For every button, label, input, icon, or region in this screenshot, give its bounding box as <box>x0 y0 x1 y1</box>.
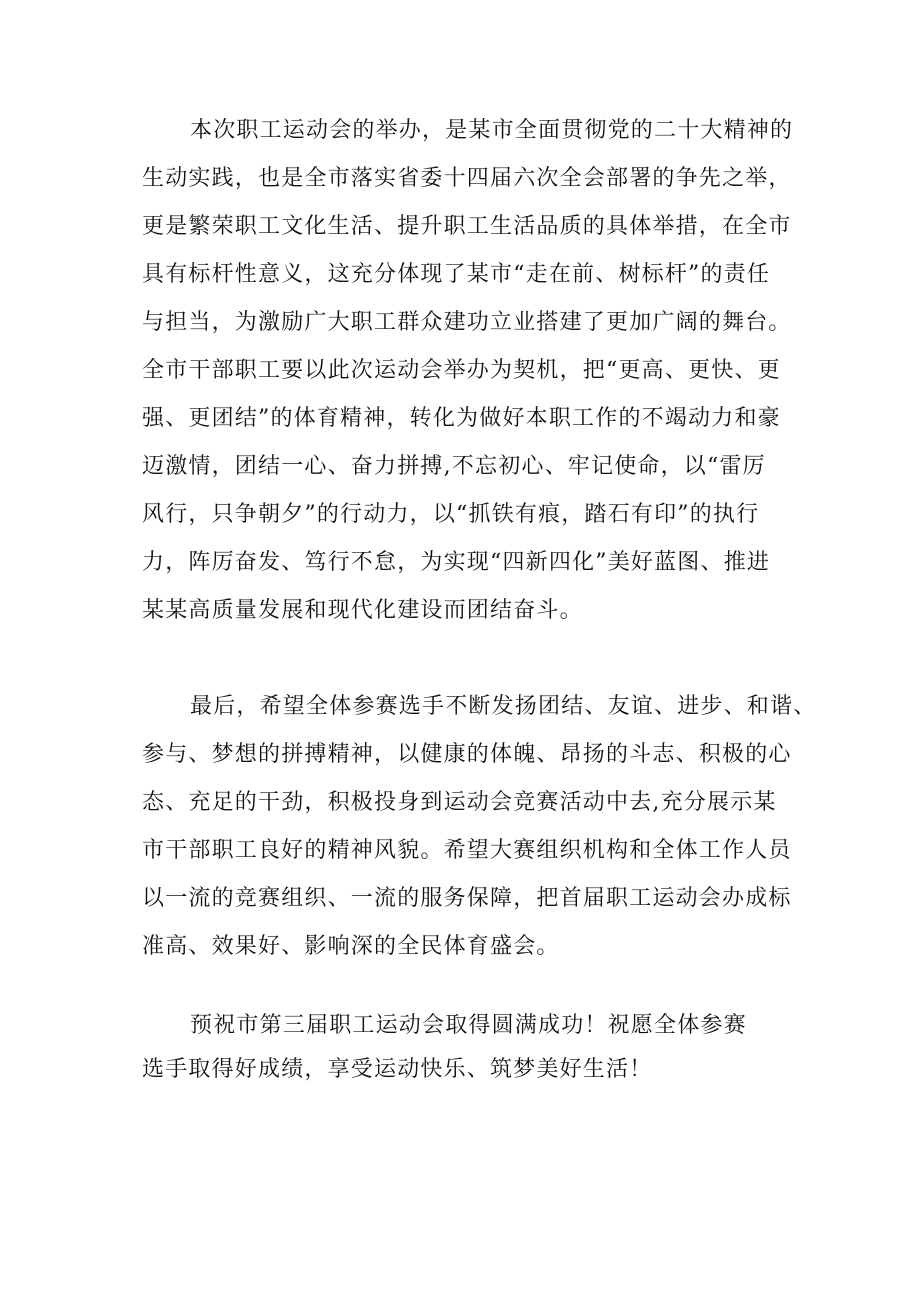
text-line: 全市干部职工要以此次运动会举办为契机，把“更高、更快、更 <box>142 358 781 383</box>
text-line: 更是繁荣职工文化生活、提升职工生活品质的具体举措，在全市 <box>142 214 792 239</box>
text-line: 风行，只争朝夕”的行动力，以“抓铁有痕，踏石有印”的执行 <box>142 502 760 527</box>
text-line: 与担当，为激励广大职工群众建功立业搭建了更加广阔的舞台。 <box>142 310 792 335</box>
text-line: 参与、梦想的拼搏精神，以健康的体魄、昂扬的斗志、积极的心 <box>142 742 792 767</box>
text-line: 力，阵厉奋发、笃行不怠，为实现“四新四化”美好蓝图、推进 <box>142 550 771 575</box>
text-line: 以一流的竞赛组织、一流的服务保障，把首届职工运动会办成标 <box>142 886 792 911</box>
text-line: 某某高质量发展和现代化建设而团结奋斗。 <box>142 598 583 623</box>
text-line: 迈激情，团结一心、奋力拼搏,不忘初心、牢记使命，以“雷厉 <box>142 454 766 479</box>
text-line: 市干部职工良好的精神风貌。希望大赛组织机构和全体工作人员 <box>142 838 792 863</box>
text-line: 预祝市第三届职工运动会取得圆满成功！祝愿全体参赛 <box>190 1013 747 1038</box>
text-line: 选手取得好成绩，享受运动快乐、筑梦美好生活！ <box>142 1057 653 1082</box>
text-line: 具有标杆性意义，这充分体现了某市“走在前、树标杆”的责任 <box>142 262 771 287</box>
text-line: 生动实践，也是全市落实省委十四届六次全会部署的争先之举， <box>142 166 792 191</box>
text-line: 准高、效果好、影响深的全民体育盛会。 <box>142 934 560 959</box>
text-line: 本次职工运动会的举办，是某市全面贯彻党的二十大精神的 <box>190 118 794 143</box>
text-line: 最后，希望全体参赛选手不断发扬团结、友谊、进步、和谐、 <box>190 694 817 719</box>
text-line: 态、充足的干劲，积极投身到运动会竞赛活动中去,充分展示某 <box>142 790 777 815</box>
text-line: 强、更团结”的体育精神，转化为做好本职工作的不竭动力和豪 <box>142 406 781 431</box>
